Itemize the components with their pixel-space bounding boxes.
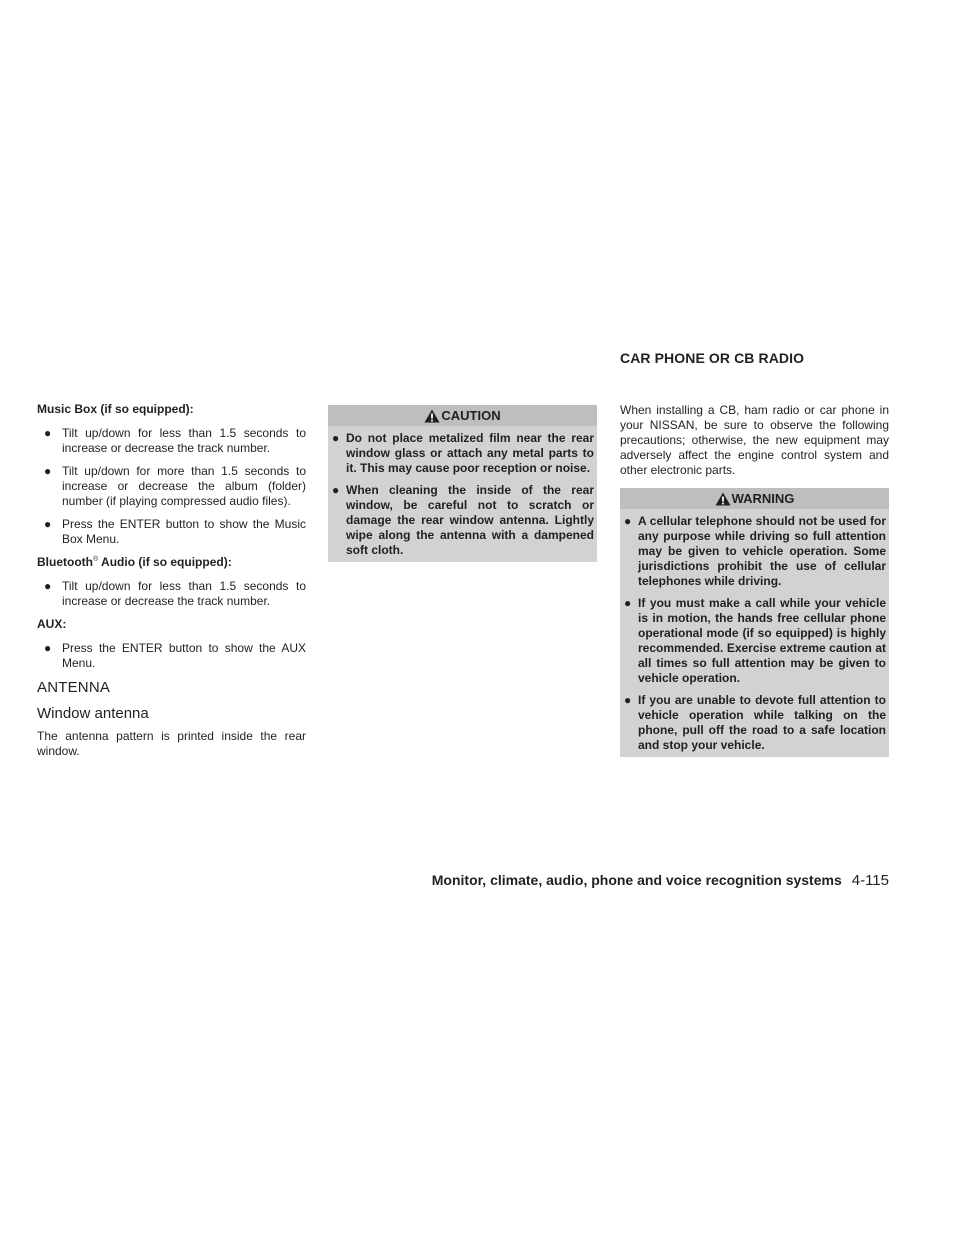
list-item: ● If you must make a call while your vehicle is in motion, the hands free cellular phone operational mode (if so equipped) is highly recommended. Exercise extreme caution at all times so full attention may be given to vehicle operation.: [624, 596, 886, 685]
caution-list: [328, 426, 597, 562]
right-column: [620, 350, 889, 757]
list-item: ● When cleaning the inside of the rear window, be careful not to scratch or damage the rear window antenna. Lightly wipe along the antenna with a dampened soft cloth.: [332, 483, 594, 557]
aux-heading: AUX:: [37, 617, 67, 631]
music-box-list: [37, 426, 306, 547]
car-phone-heading: CAR PHONE OR CB RADIO: [620, 350, 805, 366]
warning-title-bar: [620, 488, 889, 509]
bullet-icon: ●: [44, 517, 52, 531]
middle-column: [328, 405, 597, 562]
list-item: ● Press the ENTER button to show the Music Box Menu.: [44, 517, 306, 546]
list-item: ● Tilt up/down for more than 1.5 seconds to increase or decrease the album (folder) number (if playing compressed audio files).: [44, 464, 306, 508]
car-phone-intro: When installing a CB, ham radio or car phone in your NISSAN, be sure to observe the following precautions; otherwise, the new equipment may adversely affect the engine control system and other electronic parts.: [620, 403, 889, 477]
left-column: [37, 402, 306, 759]
music-box-heading: Music Box (if so equipped):: [37, 402, 194, 416]
warning-triangle-icon: [424, 409, 440, 423]
list-item: ● Tilt up/down for less than 1.5 seconds to increase or decrease the track number.: [44, 579, 306, 608]
bluetooth-heading: Bluetooth® Audio (if so equipped):: [37, 555, 232, 569]
footer-title: Monitor, climate, audio, phone and voice recognition systems: [431, 872, 842, 888]
caution-title: CAUTION: [441, 408, 501, 423]
list-item: ● If you are unable to devote full attention to vehicle operation while talking on the phone, pull off the road to a safe location and stop your vehicle.: [624, 693, 886, 752]
bullet-icon: ●: [332, 483, 340, 497]
list-item: ● Press the ENTER button to show the AUX Menu.: [44, 641, 306, 670]
bluetooth-list: [37, 579, 306, 609]
bullet-icon: ●: [44, 426, 52, 440]
warning-triangle-icon: [715, 492, 731, 506]
bullet-icon: ●: [624, 596, 632, 610]
warning-title: WARNING: [731, 491, 795, 506]
list-item: ● A cellular telephone should not be used for any purpose while driving so full attention may be given to vehicle operation. Some jurisdictions prohibit the use of cellular telephones while driving.: [624, 514, 886, 588]
caution-title-bar: [328, 405, 597, 426]
warning-box: [620, 488, 889, 757]
bullet-icon: ●: [624, 514, 632, 528]
page-number: 4-115: [851, 872, 889, 889]
bullet-icon: ●: [44, 579, 52, 593]
aux-list: [37, 641, 306, 671]
bullet-icon: ●: [624, 693, 632, 707]
list-item: ● Do not place metalized film near the rear window glass or attach any metal parts to it. This may cause poor reception or noise.: [332, 431, 594, 475]
window-antenna-heading: Window antenna: [37, 705, 149, 722]
window-antenna-text: The antenna pattern is printed inside the rear window.: [37, 729, 306, 758]
bullet-icon: ●: [44, 464, 52, 478]
bullet-icon: ●: [332, 431, 340, 445]
page-footer: [380, 871, 889, 890]
list-item: ● Tilt up/down for less than 1.5 seconds to increase or decrease the track number.: [44, 426, 306, 455]
warning-list: [620, 509, 889, 757]
bullet-icon: ●: [44, 641, 52, 655]
caution-box: [328, 405, 597, 562]
antenna-heading: ANTENNA: [37, 679, 111, 696]
